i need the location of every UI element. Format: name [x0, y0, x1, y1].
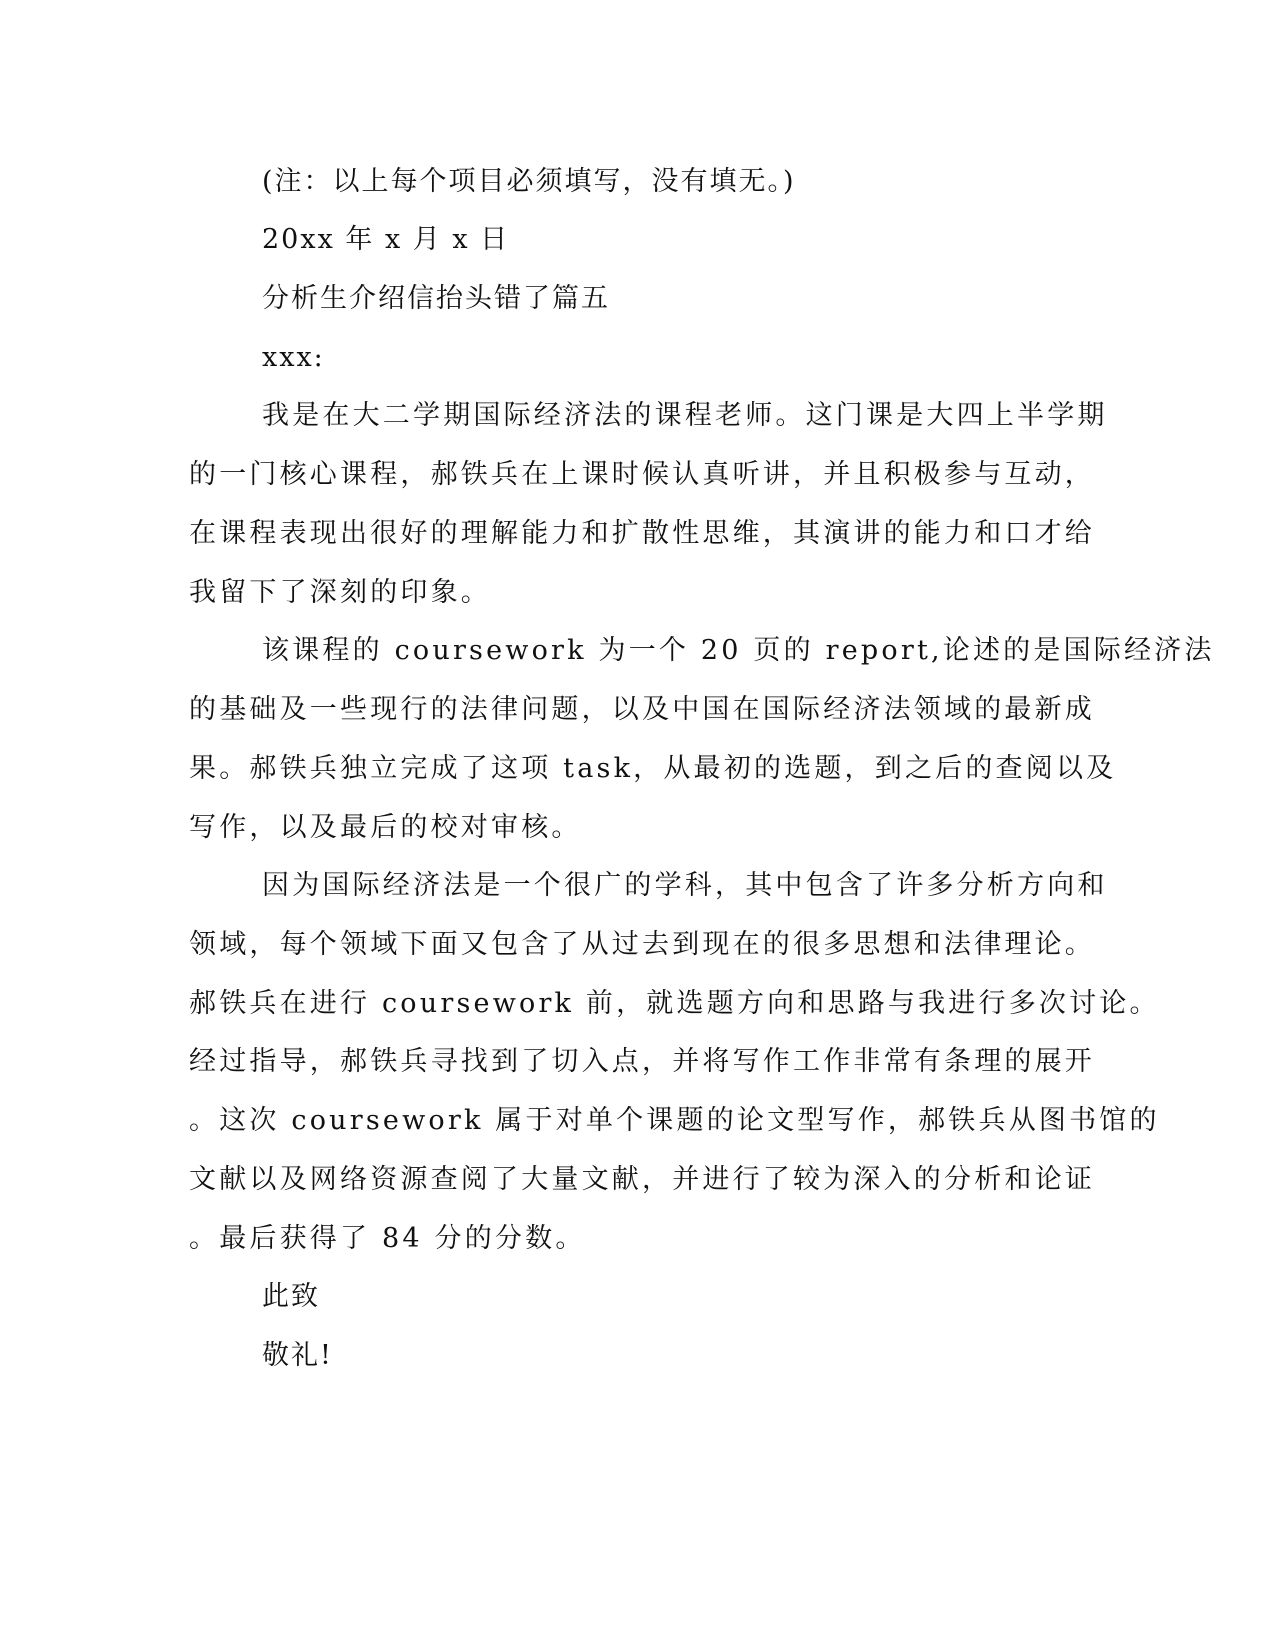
letter-heading: 分析生介绍信抬头错了篇五	[262, 283, 610, 314]
paragraph-line: 领域，每个领域下面又包含了从过去到现在的很多思想和法律理论。	[189, 929, 1095, 960]
paragraph-line: 。最后获得了 84 分的分数。	[189, 1223, 586, 1254]
paragraph-line: 写作，以及最后的校对审核。	[189, 812, 582, 843]
date-line: 20xx 年 x 月 x 日	[262, 224, 510, 255]
paragraph-line: 果。郝铁兵独立完成了这项 task，从最初的选题，到之后的查阅以及	[189, 753, 1117, 784]
closing-line: 此致	[262, 1281, 320, 1312]
paragraph-line: 我是在大二学期国际经济法的课程老师。这门课是大四上半学期	[262, 400, 1108, 431]
paragraph-line: 经过指导，郝铁兵寻找到了切入点，并将写作工作非常有条理的展开	[189, 1046, 1095, 1077]
paragraph-line: 。这次 coursework 属于对单个课题的论文型写作，郝铁兵从图书馆的	[189, 1105, 1160, 1136]
paragraph-line: 郝铁兵在进行 coursework 前，就选题方向和思路与我进行多次讨论。	[189, 988, 1160, 1019]
paragraph-line: 的一门核心课程，郝铁兵在上课时候认真听讲，并且积极参与互动，	[189, 459, 1095, 490]
salutation: xxx:	[262, 342, 325, 373]
paragraph-line: 该课程的 coursework 为一个 20 页的 report,论述的是国际经济法	[262, 635, 1215, 666]
paragraph-line: 因为国际经济法是一个很广的学科，其中包含了许多分析方向和	[262, 870, 1108, 901]
paragraph-line: 我留下了深刻的印象。	[189, 577, 491, 608]
paragraph-line: 的基础及一些现行的法律问题，以及中国在国际经济法领域的最新成	[189, 694, 1095, 725]
paragraph-line: 文献以及网络资源查阅了大量文献，并进行了较为深入的分析和论证	[189, 1164, 1095, 1195]
note-line: (注：以上每个项目必须填写，没有填无。)	[262, 166, 796, 197]
regards-line: 敬礼!	[262, 1340, 333, 1371]
paragraph-line: 在课程表现出很好的理解能力和扩散性思维，其演讲的能力和口才给	[189, 518, 1095, 549]
